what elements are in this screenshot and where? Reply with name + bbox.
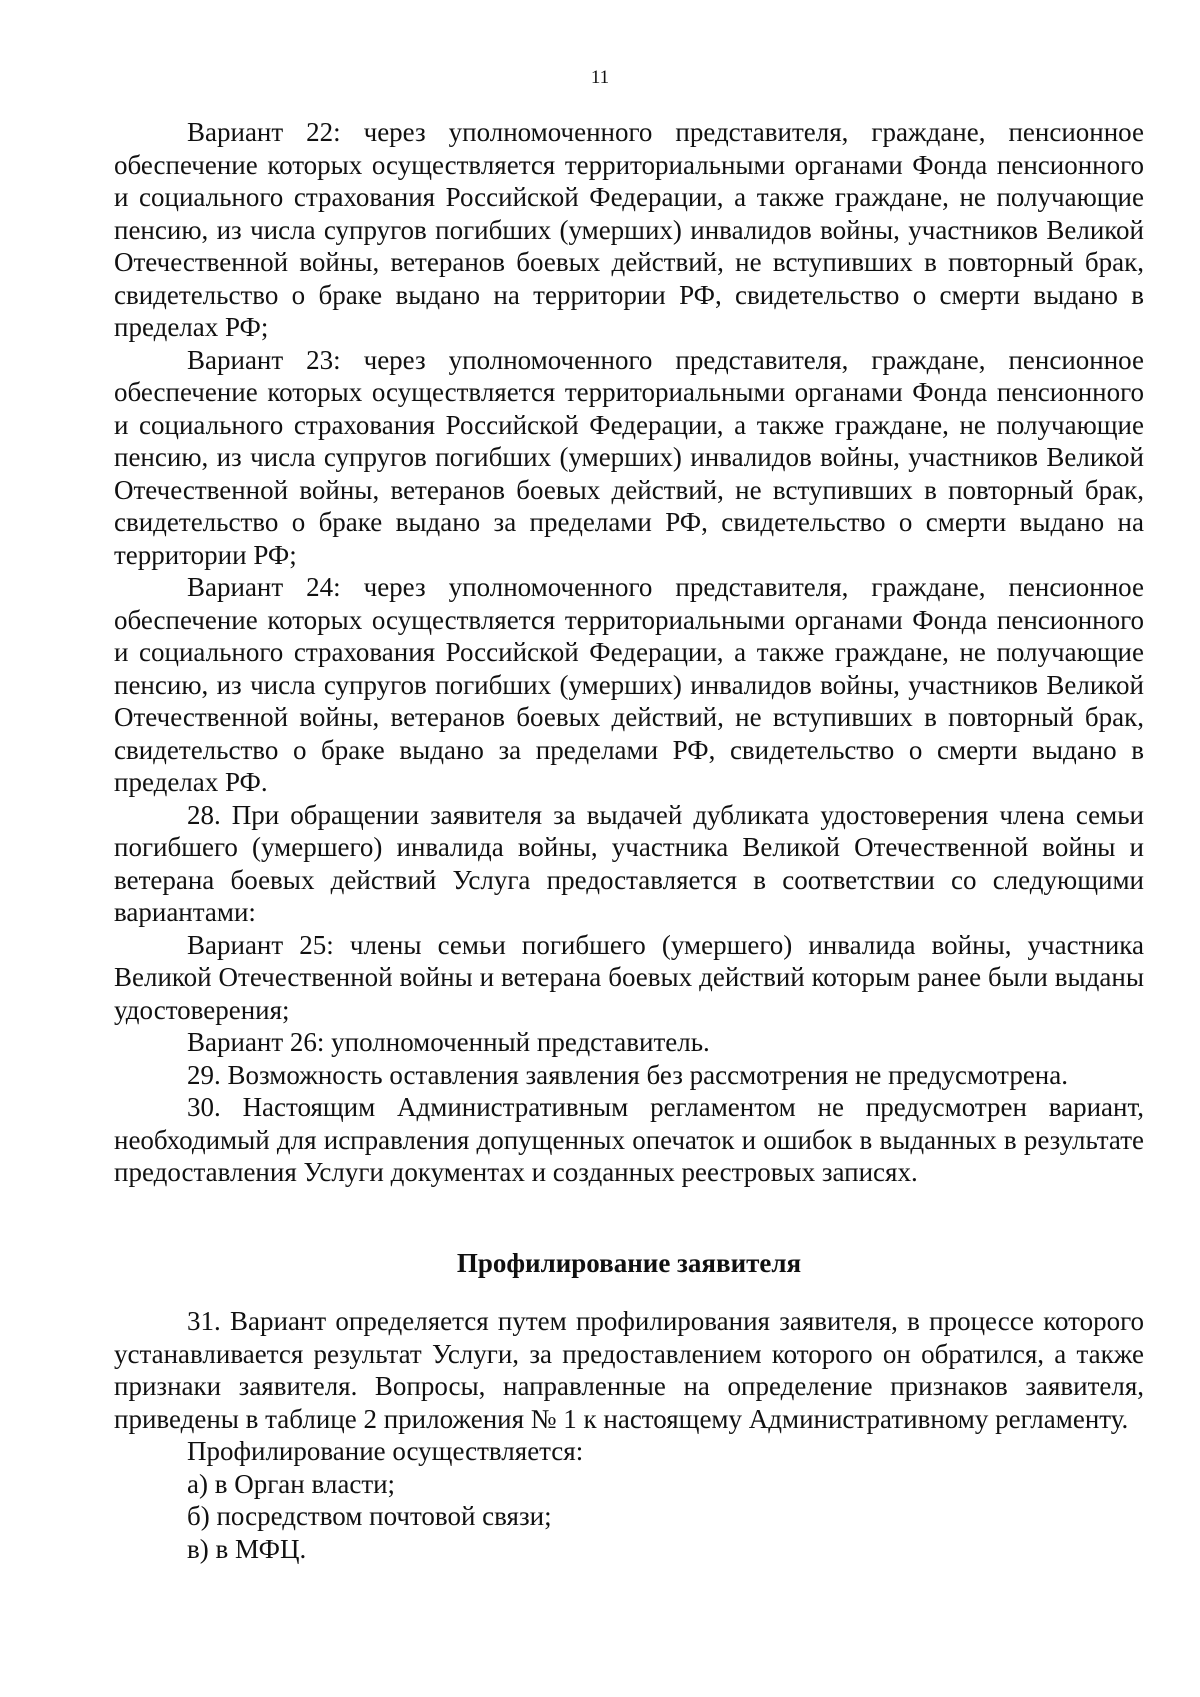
- paragraph-item-29: 29. Возможность оставления заявления без рассмотрения не предусмотрена.: [187, 1059, 1068, 1090]
- paragraph-variant-24: Вариант 24: через уполномоченного представителя, граждане, пенсионное обеспечение которых осуществляется территориальными органами Фонда пенсионного и социального страхования Российской Федерации, а также граждане, не получающие пенсию, из числа супругов погибших (умерших) инвалидов войны, участников Великой Отечественной войны, ветеранов боевых действий, не вступивших в повторный брак, свидетельство о браке выдано за пределами РФ, свидетельство о смерти выдано в пределах РФ.: [114, 572, 1144, 797]
- document-body: [114, 116, 1144, 1565]
- paragraph-variant-25: Вариант 25: члены семьи погибшего (умершего) инвалида войны, участника Великой Отечественной войны и ветерана боевых действий которым ранее были выданы удостоверения;: [114, 929, 1144, 1025]
- paragraph-variant-26: Вариант 26: уполномоченный представитель.: [187, 1027, 710, 1057]
- paragraph-item-28: 28. При обращении заявителя за выдачей дубликата удостоверения члена семьи погибшего (умершего) инвалида войны, участника Великой Отечественной войны и ветерана боевых действий Услуга предоставляется в соответствии со следующими вариантами:: [114, 799, 1144, 927]
- list-item-b: б) посредством почтовой связи;: [187, 1501, 552, 1531]
- paragraph-variant-22: Вариант 22: через уполномоченного представителя, граждане, пенсионное обеспечение которых осуществляется территориальными органами Фонда пенсионного и социального страхования Российской Федерации, а также граждане, не получающие пенсию, из числа супругов погибших (умерших) инвалидов войны, участников Великой Отечественной войны, ветеранов боевых действий, не вступивших в повторный брак, свидетельство о браке выдано на территории РФ, свидетельство о смерти выдано в пределах РФ;: [114, 117, 1144, 342]
- paragraph-variant-23: Вариант 23: через уполномоченного представителя, граждане, пенсионное обеспечение которых осуществляется территориальными органами Фонда пенсионного и социального страхования Российской Федерации, а также граждане, не получающие пенсию, из числа супругов погибших (умерших) инвалидов войны, участников Великой Отечественной войны, ветеранов боевых действий, не вступивших в повторный брак, свидетельство о браке выдано за пределами РФ, свидетельство о смерти выдано на территории РФ;: [114, 344, 1144, 570]
- list-item-a: а) в Орган власти;: [187, 1468, 396, 1499]
- section-heading: Профилирование заявителя: [456, 1247, 802, 1278]
- page-number: 11: [590, 67, 610, 88]
- paragraph-item-30: 30. Настоящим Административным регламентом не предусмотрен вариант, необходимый для исправления допущенных опечаток и ошибок в выданных в результате предоставления Услуги документах и созданных реестровых записях.: [114, 1092, 1144, 1187]
- paragraph-item-31: 31. Вариант определяется путем профилирования заявителя, в процессе которого устанавливается результат Услуги, за предоставлением которого он обратился, а также признаки заявителя. Вопросы, направленные на определение признаков заявителя, приведены в таблице 2 приложения № 1 к настоящему Административному регламенту.: [114, 1306, 1144, 1434]
- list-item-c: в) в МФЦ.: [187, 1533, 307, 1564]
- paragraph-profiling-intro: Профилирование осуществляется:: [187, 1436, 584, 1466]
